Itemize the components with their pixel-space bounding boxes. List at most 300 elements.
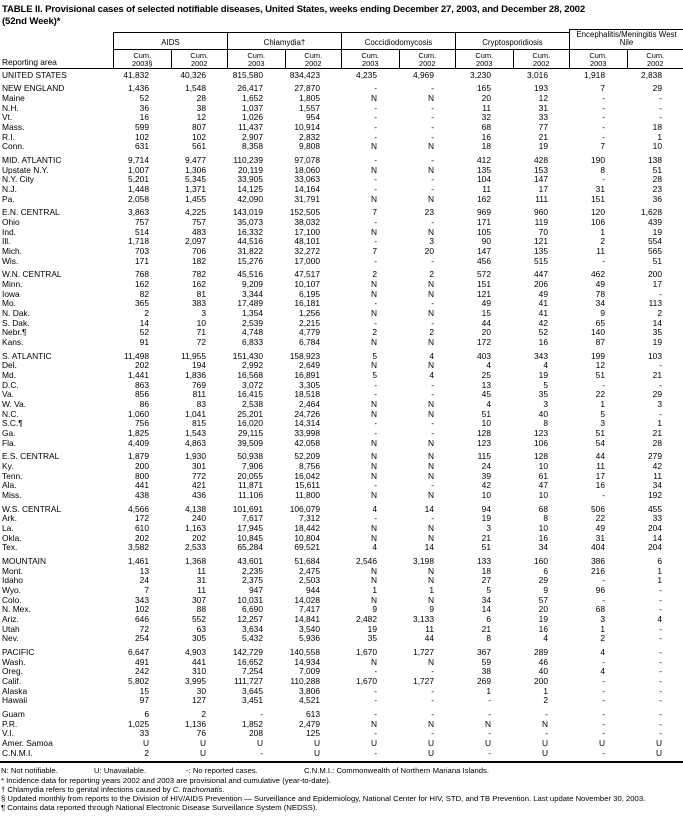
value-cell: 1,256 xyxy=(299,307,320,318)
column-subheader xyxy=(570,50,627,68)
value-cell: 240 xyxy=(192,513,206,524)
value-cell: - xyxy=(374,155,377,165)
value-cell: 18,518 xyxy=(294,389,320,400)
value-cell: 436 xyxy=(192,489,206,500)
reporting-area-cell: Mont. xyxy=(2,565,23,576)
value-cell: 31,791 xyxy=(294,193,320,204)
value-cell: 7,906 xyxy=(242,460,263,471)
reporting-area-cell: Colo. xyxy=(2,594,22,605)
value-cell: 153 xyxy=(534,164,548,175)
value-cell: 3,133 xyxy=(413,613,434,624)
value-cell: 3,582 xyxy=(128,542,149,553)
value-cell: 65 xyxy=(595,317,605,328)
value-cell: 7 xyxy=(600,83,605,94)
value-cell: 1,448 xyxy=(128,183,149,194)
value-cell: 944 xyxy=(306,585,320,596)
reporting-area-cell: Mass. xyxy=(2,121,25,132)
table-header xyxy=(0,29,683,69)
reporting-area-cell: D.C. xyxy=(2,379,19,390)
table-title xyxy=(2,4,683,27)
value-cell: 31 xyxy=(595,183,605,194)
reporting-area-cell: E.N. CENTRAL xyxy=(2,207,60,218)
value-cell: - xyxy=(602,747,605,758)
year-label: 2002 xyxy=(533,58,550,68)
value-cell: 1,718 xyxy=(128,236,149,247)
value-cell: 151,430 xyxy=(232,350,263,361)
value-cell: N xyxy=(427,460,434,471)
reporting-area-cell: Ark. xyxy=(2,513,17,524)
value-cell: 125 xyxy=(306,728,320,739)
value-cell: 561 xyxy=(192,141,206,152)
reporting-area-cell: PACIFIC xyxy=(2,647,35,658)
value-cell: - xyxy=(488,695,491,706)
value-cell: 21 xyxy=(538,131,548,142)
value-cell: N xyxy=(427,470,434,481)
value-cell: N xyxy=(370,532,377,543)
value-cell: 14,028 xyxy=(294,594,320,605)
value-cell: 11,106 xyxy=(238,489,263,500)
value-cell: N xyxy=(427,193,434,204)
value-cell: 142,729 xyxy=(232,647,263,658)
value-cell: 10,845 xyxy=(237,532,263,543)
value-cell: 140,558 xyxy=(289,647,320,658)
value-cell: 47 xyxy=(538,480,548,491)
value-cell: 72 xyxy=(196,336,206,347)
value-cell: - xyxy=(659,656,662,667)
reporting-area-cell: Vt. xyxy=(2,112,13,123)
value-cell: 7 xyxy=(372,245,377,256)
value-cell: 11,498 xyxy=(124,350,149,361)
value-cell: 834,423 xyxy=(289,69,320,80)
value-cell: 15,276 xyxy=(237,255,263,266)
value-cell: - xyxy=(431,83,434,94)
value-cell: 78 xyxy=(595,288,605,299)
value-cell: 12,257 xyxy=(237,613,263,624)
value-cell: 202 xyxy=(192,532,206,543)
value-cell: 19 xyxy=(367,623,377,634)
table-row xyxy=(0,156,683,166)
value-cell: 18,060 xyxy=(294,164,320,175)
value-cell: 506 xyxy=(591,503,605,514)
value-cell: 1,436 xyxy=(128,83,149,94)
value-cell: 646 xyxy=(135,613,149,624)
value-cell: N xyxy=(370,575,377,586)
value-cell: 18 xyxy=(481,141,491,152)
reporting-area-header: Reporting area xyxy=(2,57,57,67)
value-cell: 11,800 xyxy=(295,489,320,500)
value-cell: 30 xyxy=(196,685,206,696)
column-subheader xyxy=(342,50,399,68)
column-group xyxy=(341,32,455,68)
value-cell: 106 xyxy=(534,437,548,448)
table-row xyxy=(0,534,683,544)
table-row xyxy=(0,710,683,720)
value-cell: 121 xyxy=(477,288,491,299)
reporting-area-cell: Utah xyxy=(2,623,20,634)
value-cell: - xyxy=(374,747,377,758)
value-cell: U xyxy=(256,738,263,749)
reporting-area-cell: Calif. xyxy=(2,675,22,686)
table-row xyxy=(0,228,683,238)
value-cell: 1 xyxy=(543,685,548,696)
value-cell: 2,992 xyxy=(242,360,263,371)
value-cell: 757 xyxy=(192,217,206,228)
table-row xyxy=(0,319,683,329)
value-cell: - xyxy=(374,298,377,309)
value-cell: - xyxy=(260,747,263,758)
reporting-area-cell: S. Dak. xyxy=(2,317,30,328)
value-cell: 2 xyxy=(144,307,149,318)
value-cell: 6,784 xyxy=(299,336,320,347)
value-cell: 10 xyxy=(538,460,548,471)
value-cell: 102 xyxy=(192,131,206,142)
value-cell: - xyxy=(374,695,377,706)
reporting-area-cell: W. Va. xyxy=(2,398,27,409)
reporting-area-cell: W.S. CENTRAL xyxy=(2,503,62,514)
value-cell: 52,209 xyxy=(294,451,320,462)
value-cell: 3,072 xyxy=(242,379,263,390)
value-cell: 16 xyxy=(538,336,548,347)
value-cell: 36 xyxy=(139,102,149,113)
value-cell: 34 xyxy=(595,298,605,309)
value-cell: 35 xyxy=(367,633,377,644)
value-cell: 48,101 xyxy=(294,236,320,247)
value-cell: - xyxy=(659,288,662,299)
value-cell: 4,748 xyxy=(242,327,263,338)
value-cell: 135 xyxy=(477,164,491,175)
table-row xyxy=(0,586,683,596)
value-cell: 91 xyxy=(139,336,149,347)
value-cell: N xyxy=(370,307,377,318)
value-cell: 383 xyxy=(192,298,206,309)
table-row xyxy=(0,452,683,462)
value-cell: 5 xyxy=(600,408,605,419)
value-cell: 404 xyxy=(591,542,605,553)
value-cell: 3,198 xyxy=(413,556,434,567)
value-cell: 25,201 xyxy=(237,408,263,419)
value-cell: 42,058 xyxy=(294,437,320,448)
table-row xyxy=(0,290,683,300)
value-cell: - xyxy=(659,102,662,113)
value-cell: 101,691 xyxy=(232,503,263,514)
value-cell: 88 xyxy=(196,604,206,615)
value-cell: 182 xyxy=(192,255,206,266)
reporting-area-cell: Ill. xyxy=(2,236,11,247)
value-cell: 24,726 xyxy=(294,408,320,419)
value-cell: 71 xyxy=(196,327,206,338)
reporting-area-cell: Hawaii xyxy=(2,695,28,706)
value-cell: 7 xyxy=(372,207,377,218)
value-cell: 5,936 xyxy=(299,633,320,644)
value-cell: 2,539 xyxy=(242,317,263,328)
value-cell: N xyxy=(370,594,377,605)
value-cell: 190 xyxy=(591,155,605,165)
reporting-area-cell: Kans. xyxy=(2,336,24,347)
table-row xyxy=(0,84,683,94)
value-cell: 42,090 xyxy=(237,193,263,204)
year-label: 2002 xyxy=(191,58,208,68)
value-cell: 1,670 xyxy=(356,647,377,658)
value-cell: 1,930 xyxy=(185,451,206,462)
value-cell: 39 xyxy=(481,470,491,481)
value-cell: N xyxy=(370,523,377,533)
value-cell: 49 xyxy=(595,523,605,533)
value-cell: 807 xyxy=(192,121,206,132)
value-cell: 1,025 xyxy=(128,718,149,729)
table-row xyxy=(0,237,683,247)
value-cell: 123 xyxy=(534,427,548,438)
table-row xyxy=(0,658,683,668)
legend-item: U: Unavailable. xyxy=(94,765,147,775)
value-cell: 160 xyxy=(534,556,548,567)
value-cell: - xyxy=(374,131,377,142)
value-cell: 115 xyxy=(477,451,491,462)
value-cell: 1,727 xyxy=(413,675,434,686)
value-cell: 1 xyxy=(429,585,434,596)
value-cell: U xyxy=(199,747,206,758)
value-cell: 3,995 xyxy=(185,675,206,686)
value-cell: 111,727 xyxy=(233,675,263,686)
value-cell: 16,020 xyxy=(237,418,263,429)
value-cell: 11 xyxy=(482,102,491,113)
value-cell: 1,163 xyxy=(185,523,206,533)
value-cell: 7,312 xyxy=(299,513,320,524)
value-cell: 200 xyxy=(534,675,548,686)
value-cell: - xyxy=(602,656,605,667)
value-cell: 16,042 xyxy=(294,470,320,481)
value-cell: 4,969 xyxy=(413,69,434,80)
value-cell: 199 xyxy=(591,350,605,361)
value-cell: - xyxy=(260,709,263,720)
value-cell: U xyxy=(541,738,548,749)
table-row xyxy=(0,576,683,586)
value-cell: 4 xyxy=(600,647,605,658)
value-cell: N xyxy=(427,489,434,500)
value-cell: 31 xyxy=(538,102,548,113)
reporting-area-cell: Okla. xyxy=(2,532,22,543)
year-label: 2003 xyxy=(362,58,379,68)
footnote xyxy=(1,785,683,794)
column-group-label: Encephalitis/Meningitis West Nile xyxy=(570,30,683,50)
value-cell: - xyxy=(374,83,377,94)
value-cell: 34 xyxy=(652,480,662,491)
value-cell: - xyxy=(659,92,662,103)
value-cell: 599 xyxy=(135,121,149,132)
value-cell: U xyxy=(484,738,491,749)
value-cell: 3,806 xyxy=(299,685,320,696)
value-cell: 1 xyxy=(600,226,605,237)
value-cell: 10,804 xyxy=(294,532,320,543)
value-cell: N xyxy=(370,470,377,481)
value-cell: 2 xyxy=(429,327,434,338)
table-row xyxy=(0,104,683,114)
table-row xyxy=(0,309,683,319)
value-cell: 46 xyxy=(538,656,548,667)
value-cell: 33,998 xyxy=(294,427,320,438)
value-cell: 2,097 xyxy=(185,236,206,247)
value-cell: 6,195 xyxy=(299,288,320,299)
column-subheaders xyxy=(228,50,341,68)
value-cell: 45 xyxy=(481,389,491,400)
column-subheader xyxy=(285,50,342,68)
value-cell: 24 xyxy=(139,575,149,586)
value-cell: 193 xyxy=(534,83,548,94)
value-cell: 310 xyxy=(192,666,206,677)
value-cell: 1,368 xyxy=(185,556,206,567)
table-row xyxy=(0,634,683,644)
value-cell: - xyxy=(374,317,377,328)
value-cell: 1,825 xyxy=(128,427,149,438)
value-cell: 111 xyxy=(535,193,548,204)
value-cell: 14 xyxy=(424,542,434,553)
value-cell: 2 xyxy=(144,747,149,758)
value-cell: 28 xyxy=(196,92,206,103)
value-cell: 1 xyxy=(657,565,662,576)
value-cell: 208 xyxy=(249,728,263,739)
value-cell: 16,415 xyxy=(237,389,263,400)
value-cell: 21 xyxy=(481,623,491,634)
table-row xyxy=(0,361,683,371)
value-cell: 631 xyxy=(135,141,149,152)
value-cell: 200 xyxy=(135,460,149,471)
value-cell: 9 xyxy=(429,604,434,615)
value-cell: - xyxy=(659,623,662,634)
value-cell: 4 xyxy=(429,370,434,381)
value-cell: 4,903 xyxy=(185,647,206,658)
value-cell: 5,201 xyxy=(128,174,149,185)
value-cell: 96 xyxy=(595,585,605,596)
value-cell: 2,503 xyxy=(299,575,320,586)
value-cell: 343 xyxy=(534,350,548,361)
value-cell: 6 xyxy=(657,556,662,567)
value-cell: N xyxy=(427,523,434,533)
value-cell: 10 xyxy=(481,489,491,500)
reporting-area-cell: Mo. xyxy=(2,298,16,309)
value-cell: - xyxy=(602,695,605,706)
value-cell: 6,833 xyxy=(242,336,263,347)
value-cell: 11,437 xyxy=(238,121,263,132)
value-cell: 43,601 xyxy=(237,556,263,567)
value-cell: 1,441 xyxy=(128,370,149,381)
value-cell: 13 xyxy=(481,379,491,390)
value-cell: N xyxy=(427,594,434,605)
value-cell: 2,538 xyxy=(242,398,263,409)
value-cell: U xyxy=(313,738,320,749)
value-cell: 192 xyxy=(648,489,662,500)
value-cell: 29 xyxy=(652,389,662,400)
value-cell: 21 xyxy=(481,532,491,543)
value-cell: 7 xyxy=(144,585,149,596)
value-cell: - xyxy=(602,594,605,605)
value-cell: 1 xyxy=(657,418,662,429)
value-cell: - xyxy=(374,389,377,400)
cum-label: Cum. xyxy=(361,50,380,60)
value-cell: 65,284 xyxy=(237,542,263,553)
value-cell: N xyxy=(427,307,434,318)
value-cell: 16 xyxy=(538,623,548,634)
value-cell: 947 xyxy=(249,585,263,596)
value-cell: - xyxy=(374,217,377,228)
value-cell: 2,375 xyxy=(242,575,263,586)
table-row xyxy=(0,605,683,615)
value-cell: 119 xyxy=(534,217,548,228)
value-cell: - xyxy=(431,685,434,696)
value-cell: N xyxy=(370,437,377,448)
value-cell: 54 xyxy=(595,437,605,448)
table-row xyxy=(0,514,683,524)
value-cell: 138 xyxy=(648,155,662,165)
cum-label: Cum. xyxy=(646,50,665,60)
value-cell: 47,517 xyxy=(294,269,320,280)
value-cell: - xyxy=(659,585,662,596)
value-cell: 254 xyxy=(135,633,149,644)
value-cell: - xyxy=(602,255,605,266)
value-cell: 14 xyxy=(652,532,662,543)
reporting-area-cell: Tex. xyxy=(2,542,18,553)
value-cell: N xyxy=(427,279,434,290)
column-subheaders xyxy=(456,50,569,68)
value-cell: - xyxy=(545,728,548,739)
table-section xyxy=(0,84,683,151)
value-cell: 17,000 xyxy=(294,255,320,266)
year-label: 2003 xyxy=(476,58,493,68)
value-cell: U xyxy=(655,747,662,758)
value-cell: 7,254 xyxy=(242,666,263,677)
reporting-area-cell: Tenn. xyxy=(2,470,23,481)
value-cell: 1,670 xyxy=(356,675,377,686)
value-cell: 4 xyxy=(372,542,377,553)
reporting-area-cell: Idaho xyxy=(2,575,23,586)
value-cell: 1 xyxy=(657,575,662,586)
value-cell: 128 xyxy=(534,451,548,462)
reporting-area-cell: UNITED STATES xyxy=(2,69,67,80)
value-cell: - xyxy=(602,112,605,123)
value-cell: 9 xyxy=(543,585,548,596)
reporting-area-cell: NEW ENGLAND xyxy=(2,83,65,94)
value-cell: 9,714 xyxy=(128,155,149,165)
value-cell: 19 xyxy=(652,336,662,347)
table-row xyxy=(0,123,683,133)
value-cell: 11 xyxy=(425,623,434,634)
value-cell: 102 xyxy=(135,131,149,142)
value-cell: 2,215 xyxy=(299,317,320,328)
value-cell: 1,026 xyxy=(242,112,263,123)
value-cell: 104 xyxy=(477,174,491,185)
value-cell: 32 xyxy=(481,112,491,123)
value-cell: 17,945 xyxy=(237,523,263,533)
cum-label: Cum. xyxy=(190,50,209,60)
value-cell: 782 xyxy=(192,269,206,280)
reporting-area-cell: MOUNTAIN xyxy=(2,556,47,567)
value-cell: 44 xyxy=(481,317,491,328)
value-cell: N xyxy=(370,193,377,204)
reporting-area-cell: Ariz. xyxy=(2,613,19,624)
table-row xyxy=(0,720,683,730)
table-row xyxy=(0,625,683,635)
column-subheader xyxy=(171,50,228,68)
value-cell: 133 xyxy=(477,556,491,567)
value-cell: 610 xyxy=(135,523,149,533)
value-cell: 16 xyxy=(595,480,605,491)
table-row xyxy=(0,739,683,749)
value-cell: 4,521 xyxy=(299,695,320,706)
value-cell: 3 xyxy=(429,236,434,247)
value-cell: 33,905 xyxy=(237,174,263,185)
value-cell: 152,505 xyxy=(289,207,320,218)
value-cell: 8 xyxy=(486,633,491,644)
value-cell: 29,115 xyxy=(238,427,263,438)
column-subheader xyxy=(399,50,456,68)
